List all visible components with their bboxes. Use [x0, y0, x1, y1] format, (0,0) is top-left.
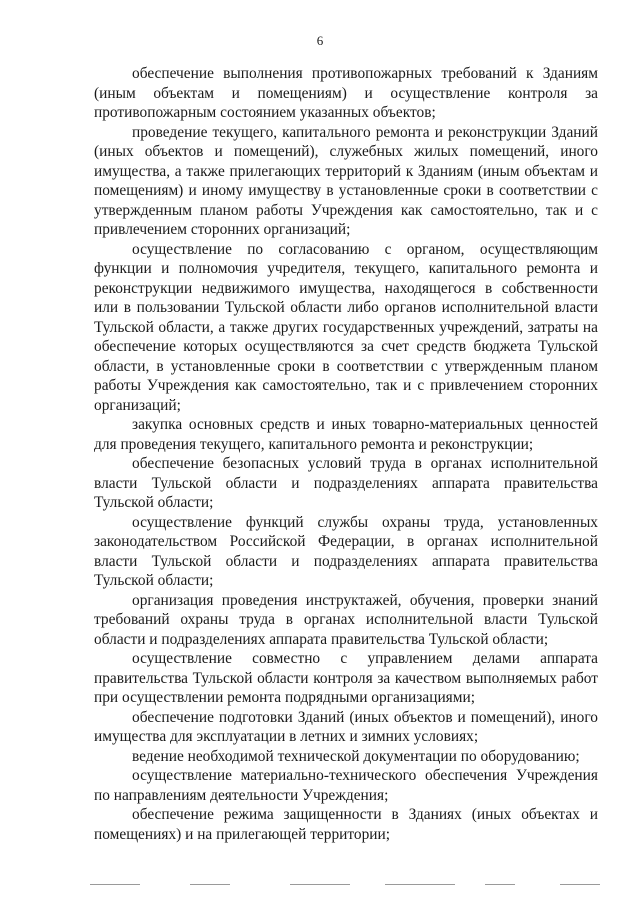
scan-line: [190, 884, 230, 885]
scan-line: [560, 884, 600, 885]
paragraph: закупка основных средств и иных товарно-материальных ценностей для проведения текущего, капитального ремонта и реконструкции;: [94, 416, 598, 453]
paragraph: осуществление по согласованию с органом, осуществляющим функции и полномочия учредителя, текущего, капитального ремонта и реконструкции недвижимого имущества, находящегося в собственности или в пользовании Тульской области либо органов исполнительной власти Тульской области, а также других государственных учреждений, затраты на обеспечение которых осуществляются за счет средств бюджета Тульской области, в установленные сроки в соответствии с утвержденным планом работы Учреждения как самостоятельно, так и с привлечением сторонних организаций;: [94, 240, 598, 414]
paragraph: обеспечение подготовки Зданий (иных объектов и помещений), иного имущества для эксплуатации в летних и зимних условиях;: [94, 708, 598, 745]
paragraph: организация проведения инструктажей, обучения, проверки знаний требований охраны труда в органах исполнительной власти Тульской области и подразделениях аппарата правительства Тульской области;: [94, 591, 598, 648]
paragraph: проведение текущего, капитального ремонта и реконструкции Зданий (иных объектов и помещений), служебных жилых помещений, иного имущества, а также прилегающих территорий к Зданиям (иным объектам и помещениям) и иному имуществу в установленные сроки в соответствии с утвержденным планом работы Учреждения как самостоятельно, так и с привлечением сторонних организаций;: [94, 123, 598, 238]
scan-line: [385, 884, 455, 885]
page-number: 6: [316, 33, 324, 48]
paragraph: обеспечение безопасных условий труда в органах исполнительной власти Тульской области и подразделениях аппарата правительства Тульской области;: [94, 455, 598, 511]
paragraph: осуществление материально-технического обеспечения Учреждения по направлениям деятельности Учреждения;: [94, 767, 598, 804]
scan-line: [290, 884, 350, 885]
scan-line: [90, 884, 140, 885]
paragraph: обеспечение режима защищенности в Зданиях (иных объектах и помещениях) и на прилегающей территории;: [94, 806, 598, 843]
paragraph: обеспечение выполнения противопожарных требований к Зданиям (иным объектам и помещениям) и осуществление контроля за противопожарным состоянием указанных объектов;: [94, 65, 598, 121]
document-body: [94, 64, 598, 844]
paragraph: ведение необходимой технической документации по оборудованию;: [132, 747, 580, 765]
scan-artifacts: [30, 884, 620, 890]
paragraph: осуществление функций службы охраны труда, установленных законодательством Российской Федерации, в органах исполнительной власти Тульской области и подразделениях аппарата правительства Тульской области;: [94, 513, 598, 589]
paragraph: осуществление совместно с управлением делами аппарата правительства Тульской области контроля за качеством выполняемых работ при осуществлении ремонта подрядными организациями;: [94, 650, 598, 706]
scan-line: [485, 884, 515, 885]
